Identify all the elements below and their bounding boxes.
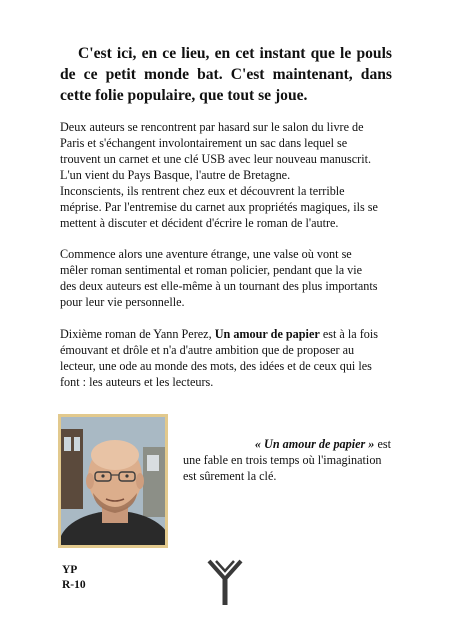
quote-line [183,436,391,452]
portrait-drawing [61,417,165,545]
quote-title: « Un amour de papier » [254,437,375,451]
code-line: R-10 [62,579,86,591]
author-photo [58,414,168,548]
paragraph-line: mettent à discuter et décident d'écrire le roman de l'autre. [60,216,339,230]
paragraph-line: trouvent un carnet et une clé USB avec leur nouveau manuscrit. [60,152,372,166]
collection-code [62,563,86,593]
intro-line: folie populaire, que tout se joue. [95,87,308,104]
paragraph-line: mêler roman sentimental et roman policier, pendant que la vie [60,263,363,277]
intro-heading [60,43,392,106]
adventure-paragraph [60,246,392,310]
paragraph-line: lecteur, une ode au monde des mots, des idées et de ceux qui les [60,359,372,373]
quote-line: une fable en trois temps où l'imagination [183,453,382,467]
author-portrait-image [61,417,165,545]
publisher-logo-icon [207,559,243,607]
book-title: Un amour de papier [214,327,320,341]
paragraph-text: est à la fois [319,327,378,341]
paragraph-text: Dixième roman de Yann Perez, [60,327,215,341]
paragraph-line: pour leur vie personnelle. [60,295,185,309]
synopsis-paragraph [60,119,392,231]
paragraph-line: méprise. Par l'entremise du carnet aux propriétés magiques, ils se [60,200,378,214]
paragraph-line: Inconscients, ils rentrent chez eux et découvrent la terrible [60,184,345,198]
paragraph-line: Deux auteurs se rencontrent par hasard sur le salon du livre de [60,120,364,134]
code-line: YP [62,564,78,576]
quote-text: est [374,437,391,451]
quote-block [183,436,391,484]
quote-line: est sûrement la clé. [183,469,277,483]
paragraph-line: font : les auteurs et les lecteurs. [60,375,214,389]
paragraph-line: des deux auteurs est elle-même à un tournant des plus importants [60,279,378,293]
paragraph-line [60,326,392,342]
paragraph-line: émouvant et drôle et n'a d'autre ambition que de proposer au [60,343,355,357]
paragraph-line: Paris et s'échangent involontairement un sac dans lequel se [60,136,348,150]
intro-line: ce petit monde bat. C'est maintenant, dans cette [60,66,392,104]
paragraph-line: L'un vient du Pays Basque, l'autre de Bretagne. [60,168,291,182]
intro-line: C'est ici, en ce lieu, en cet instant que le pouls de [60,45,392,83]
paragraph-line: Commence alors une aventure étrange, une valse où vont se [60,247,352,261]
novel-paragraph [60,326,392,390]
